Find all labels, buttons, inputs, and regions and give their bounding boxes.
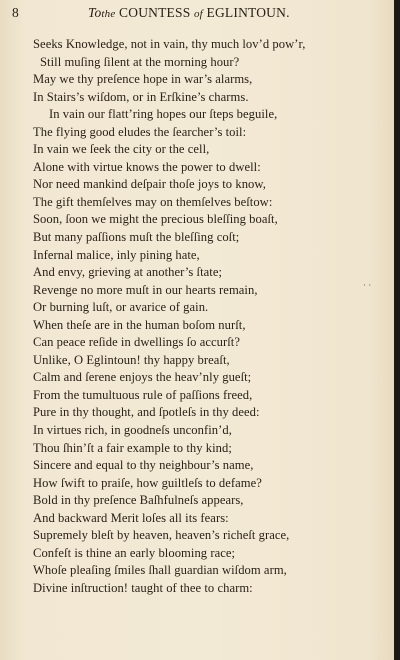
verse-line: Divine inſtruction! taught of thee to charm: xyxy=(33,580,253,595)
title-countess: COUNTESS xyxy=(115,5,194,20)
verse-line: Still muſing ſilent at the morning hour? xyxy=(40,54,240,69)
verse-line: And backward Merit loſes all its fears: xyxy=(33,510,229,525)
verse-line: Whoſe pleaſing ſmiles ſhall guardian wiſdom arm, xyxy=(33,563,287,578)
verse-line: Can peace reſide in dwellings ſo accurſt? xyxy=(33,335,240,350)
title-name: EGLINTOUN. xyxy=(202,5,290,20)
verse-line: Revenge no more muſt in our hearts remain, xyxy=(33,282,258,297)
verse-line: In vain our flatt’ring hopes our ſteps beguile, xyxy=(49,107,278,122)
verse-line: And envy, grieving at another’s ſtate; xyxy=(33,265,223,280)
verse-line: In Stairs’s wiſdom, or in Erſkine’s charms. xyxy=(33,89,249,104)
verse-line: Or burning luſt, or avarice of gain. xyxy=(33,300,209,315)
verse-line: But many paſſions muſt the bleſſing coſt; xyxy=(33,230,240,245)
title-the: the xyxy=(101,8,116,20)
title-of: of xyxy=(193,8,203,20)
verse-line: May we thy preſence hope in war’s alarms, xyxy=(33,72,253,87)
verse-line: Sincere and equal to thy neighbour’s name, xyxy=(33,458,254,473)
running-header xyxy=(12,5,372,27)
verse-line: Alone with virtue knows the power to dwell: xyxy=(33,159,261,174)
verse-line: In virtues rich, in goodneſs unconfin’d, xyxy=(33,423,232,438)
verse-line: Infernal malice, inly pining hate, xyxy=(33,247,200,262)
verse-line: Supremely bleſt by heaven, heaven’s richeſt grace, xyxy=(33,528,290,543)
verse-line: Unlike, O Eglintoun! thy happy breaſt, xyxy=(33,352,230,367)
poem-verses xyxy=(0,36,394,598)
paper-blemish: · · xyxy=(363,280,372,290)
verse-line: Pure in thy thought, and ſpotleſs in thy deed: xyxy=(33,405,260,420)
verse-line: Soon, ſoon we might the precious bleſſing boaſt, xyxy=(33,212,278,227)
verse-line: Bold in thy preſence Baſhfulneſs appears, xyxy=(33,493,244,508)
verse-line: When theſe are in the human boſom nurſt, xyxy=(33,317,246,332)
verse-line: Confeſt is thine an early blooming race; xyxy=(33,545,236,560)
verse-line: How ſwift to praiſe, how guiltleſs to defame? xyxy=(33,475,262,490)
book-gutter-edge xyxy=(394,0,400,660)
verse-line: The flying good eludes the ſearcher’s toil: xyxy=(33,124,247,139)
verse-line: Thou ſhin’ſt a fair example to thy kind; xyxy=(33,440,232,455)
running-title xyxy=(88,5,290,21)
verse-line: Nor need mankind deſpair thoſe joys to know, xyxy=(33,177,266,192)
verse-line: In vain we ſeek the city or the cell, xyxy=(33,142,210,157)
title-to: To xyxy=(88,5,102,20)
page-number: 8 xyxy=(12,5,19,20)
verse-line: From the tumultuous rule of paſſions freed, xyxy=(33,387,253,402)
verse-line: Calm and ſerene enjoys the heav’nly gueſt; xyxy=(33,370,252,385)
verse-line: Seeks Knowledge, not in vain, thy much lov’d pow’r, xyxy=(33,37,306,51)
verse-line: The gift themſelves may on themſelves beſtow: xyxy=(33,194,273,209)
